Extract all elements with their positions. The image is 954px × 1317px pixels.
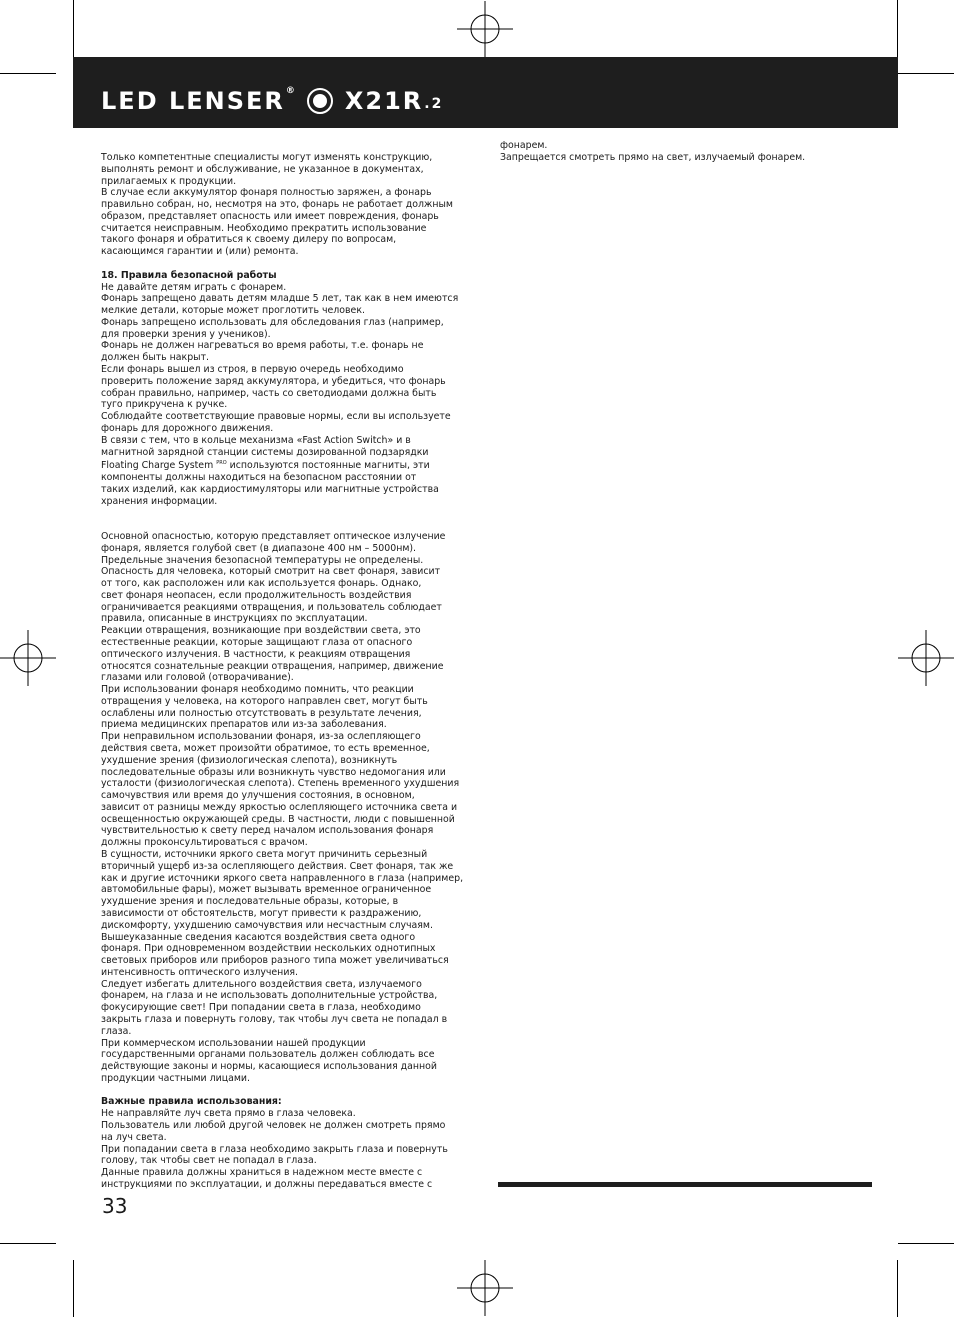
text-line: фонарь для дорожного движения. xyxy=(101,422,274,434)
text-line: на луч света. xyxy=(101,1131,167,1143)
text-line: действия света, может произойти обратимое, то есть временное, xyxy=(101,743,430,755)
right-column xyxy=(500,140,880,164)
text-line: последовательные образы или возникнуть чувство недомогания или xyxy=(101,766,446,778)
text-line: Запрещается смотреть прямо на свет, излучаемый фонарем. xyxy=(500,151,806,163)
text-line: должен быть накрыт. xyxy=(101,352,210,364)
registration-mark xyxy=(898,630,954,686)
crop-mark xyxy=(0,73,56,74)
header-band xyxy=(73,57,898,128)
text-line: образом, представляет опасность или имеет повреждения, фонарь xyxy=(101,210,439,222)
text-line: дискомфорту, ухудшению самочувствия или несчастным случаям. xyxy=(101,919,433,931)
text-line: касающимся гарантии и (или) ремонта. xyxy=(101,246,299,258)
text-line: Не направляйте луч света прямо в глаза человека. xyxy=(101,1108,356,1120)
crop-mark xyxy=(0,1243,56,1244)
text-line: Предельные значения безопасной температуры не определены. xyxy=(101,554,424,566)
text-line: выполнять ремонт и обслуживание, не указанное в документах, xyxy=(101,163,424,175)
text-line: При попадании света в глаза необходимо закрыть глаза и повернуть xyxy=(101,1143,448,1155)
text-line: относятся сознательные реакции отвращения, например, движение xyxy=(101,660,444,672)
registration-mark xyxy=(0,630,56,686)
text-line: Опасность для человека, который смотрит на свет фонаря, зависит xyxy=(101,566,441,578)
text-line: зависимости от обстоятельств, могут привести к раздражению, xyxy=(101,907,422,919)
text-line: вторичный ущерб из-за ослепляющего действия. Свет фонаря, так же xyxy=(101,860,454,872)
text-line: Основной опасностью, которую представляет оптическое излучение xyxy=(101,530,446,542)
text-line: отвращения у человека, на которого направлен свет, могут быть xyxy=(101,695,428,707)
optical-radiation-section xyxy=(101,531,481,1085)
text-line: Реакции отвращения, возникающие при воздействии света, это xyxy=(101,625,421,637)
text-line: государственными органами пользователь должен соблюдать все xyxy=(101,1049,435,1061)
bottom-rule xyxy=(498,1182,872,1187)
text-line: инструкциями по эксплуатации, и должны передаваться вместе с xyxy=(101,1178,433,1190)
text-line: ослаблены или полностью отсутствовать в результате лечения, xyxy=(101,707,422,719)
text-line: световых приборов или приборов разного типа может увеличиваться xyxy=(101,955,449,967)
floating-charge-line: Floating Charge System $^{PRO}$ используются постоянные магниты, эти xyxy=(101,460,430,472)
text-line: прилагаемых к продукции. xyxy=(101,175,237,187)
text-line: усталости (физиологическая слепота). Степень временного ухудшения xyxy=(101,778,460,790)
rules-list xyxy=(101,1108,481,1190)
text-line: для проверки зрения у учеников). xyxy=(101,328,271,340)
text-line: должны проконсультироваться с врачом. xyxy=(101,837,308,849)
registration-mark xyxy=(457,1260,513,1316)
text-line: автомобильные фары), может вызывать временное ограниченное xyxy=(101,884,432,896)
text-line: приема медицинских препаратов или из-за заболевания. xyxy=(101,719,387,731)
crop-mark xyxy=(897,1260,898,1317)
right-column-text xyxy=(500,140,880,164)
text-line: естественные реакции, которые защищают глаза от опасного xyxy=(101,636,413,648)
text-line: правильно собран, но, несмотря на это, фонарь не работает должным xyxy=(101,199,453,211)
text-line: Пользователь или любой другой человек не должен смотреть прямо xyxy=(101,1120,446,1131)
intro-paragraph xyxy=(101,152,481,258)
text-line: фонаря, является голубой свет (в диапазоне 400 нм – 5000нм). xyxy=(101,542,417,554)
text-line: как и другие источники яркого света направленного в глаза (например, xyxy=(101,872,464,884)
text-line: правила, описанные в инструкциях по эксплуатации. xyxy=(101,613,368,625)
registered-mark: ® xyxy=(285,86,297,96)
text-line: хранения информации. xyxy=(101,495,218,507)
text-line: При коммерческом использовании нашей продукции xyxy=(101,1037,366,1049)
text-line: Вышеуказанные сведения касаются воздействия света одного xyxy=(101,931,416,943)
model-suffix: .2 xyxy=(424,96,444,112)
text-line: Не давайте детям играть с фонарем. xyxy=(101,281,287,293)
text-line: чувствительностью к свету перед началом использования фонаря xyxy=(101,825,434,837)
text-line: Фонарь запрещено использовать для обследования глаз (например, xyxy=(101,316,444,328)
page-number: 33 xyxy=(102,1194,128,1218)
text-line: компоненты должны находиться на безопасном расстоянии от xyxy=(101,472,417,484)
text-line: такого фонаря и обратиться к своему дилеру по вопросам, xyxy=(101,234,397,246)
text-line: Если фонарь вышел из строя, в первую очередь необходимо xyxy=(101,364,404,376)
left-column xyxy=(101,152,481,1191)
text-line: ограничивается реакциями отвращения, и пользователь соблюдает xyxy=(101,601,442,613)
magnet-warning xyxy=(101,472,481,507)
text-line: зависит от разницы между яркостью ослепляющего источника света и xyxy=(101,801,458,813)
lens-ring-icon xyxy=(307,88,333,114)
text-line: фонарем, на глаза и не использовать дополнительные устройства, xyxy=(101,990,438,1002)
brand-name: LED LENSER xyxy=(101,87,285,115)
text-line: самочувствия или время до улучшения состояния, в основном, xyxy=(101,790,415,802)
text-line: При неправильном использовании фонаря, из-за ослепляющего xyxy=(101,731,421,743)
text-line: ухудшение зрения и последовательные образы, которые, в xyxy=(101,896,399,908)
text-line: интенсивность оптического излучения. xyxy=(101,966,299,978)
text-line: Фонарь не должен нагреваться во время работы, т.е. фонарь не xyxy=(101,340,424,352)
text-line: мелкие детали, которые может проглотить человек. xyxy=(101,305,365,317)
text-line: закрыть глаза и повернуть голову, так чтобы луч света не попадал в xyxy=(101,1013,448,1025)
text-line: действующие законы и нормы, касающиеся использования данной xyxy=(101,1061,437,1073)
pro-superscript: PRO xyxy=(216,460,227,467)
text-line: оптического излучения. В частности, к реакциям отвращения xyxy=(101,648,411,660)
text-line: фонарем. xyxy=(500,140,548,151)
text-line: Данные правила должны храниться в надежном месте вместе с xyxy=(101,1167,423,1179)
text-line: глазами или головой (отворачивание). xyxy=(101,672,294,684)
text-line: фонаря. При одновременном воздействии нескольких однотипных xyxy=(101,943,436,955)
text-line: глаза. xyxy=(101,1025,132,1037)
text-line: от того, как расположен или как используется фонарь. Однако, xyxy=(101,578,422,590)
text-line: В сущности, источники яркого света могут причинить серьезный xyxy=(101,849,428,861)
text-line: В случае если аккумулятор фонаря полностью заряжен, а фонарь xyxy=(101,187,432,199)
text-line: продукции частными лицами. xyxy=(101,1072,250,1084)
text-line: Следует избегать длительного воздействия света, излучаемого xyxy=(101,978,422,990)
registration-mark xyxy=(457,1,513,57)
crop-mark xyxy=(898,1243,954,1244)
crop-mark xyxy=(897,0,898,57)
crop-mark xyxy=(73,0,74,57)
brand-logo xyxy=(101,87,443,115)
text-line: считается неисправным. Необходимо прекратить использование xyxy=(101,222,427,234)
model-name: X21R xyxy=(344,87,424,115)
crop-mark xyxy=(73,1260,74,1317)
text-line: освещенностью окружающей среды. В частности, люди с повышенной xyxy=(101,813,455,825)
text-line: свет фонаря неопасен, если продолжительность воздействия xyxy=(101,589,412,601)
rules-title: Важные правила использования: xyxy=(101,1096,282,1108)
text-line: ухудшение зрения (физиологическая слепота), возникнуть xyxy=(101,754,398,766)
text-line: фокусирующие свет! При попадании света в глаза, необходимо xyxy=(101,1002,421,1014)
text-line: При использовании фонаря необходимо помнить, что реакции xyxy=(101,684,414,696)
text-line: голову, так чтобы свет не попадал в глаза. xyxy=(101,1155,317,1167)
text-line: собран правильно, например, часть со светодиодами должна быть xyxy=(101,387,437,399)
text-line: туго прикручена к ручке. xyxy=(101,399,228,411)
safety-rules xyxy=(101,282,481,459)
text-line: таких изделий, как кардиостимуляторы или магнитные устройства xyxy=(101,483,439,495)
text-line: Фонарь запрещено давать детям младше 5 лет, так как в нем имеются xyxy=(101,293,459,305)
section-title: 18. Правила безопасной работы xyxy=(101,269,277,281)
text-line: Только компетентные специалисты могут изменять конструкцию, xyxy=(101,152,433,163)
text-line: проверить положение заряд аккумулятора, и убедиться, что фонарь xyxy=(101,375,446,387)
text-line: Соблюдайте соответствующие правовые нормы, если вы используете xyxy=(101,411,451,423)
text-line: В связи с тем, что в кольце механизма «Fast Action Switch» и в xyxy=(101,434,411,446)
crop-mark xyxy=(898,73,954,74)
text-line: магнитной зарядной станции системы дозированной подзарядки xyxy=(101,446,429,458)
